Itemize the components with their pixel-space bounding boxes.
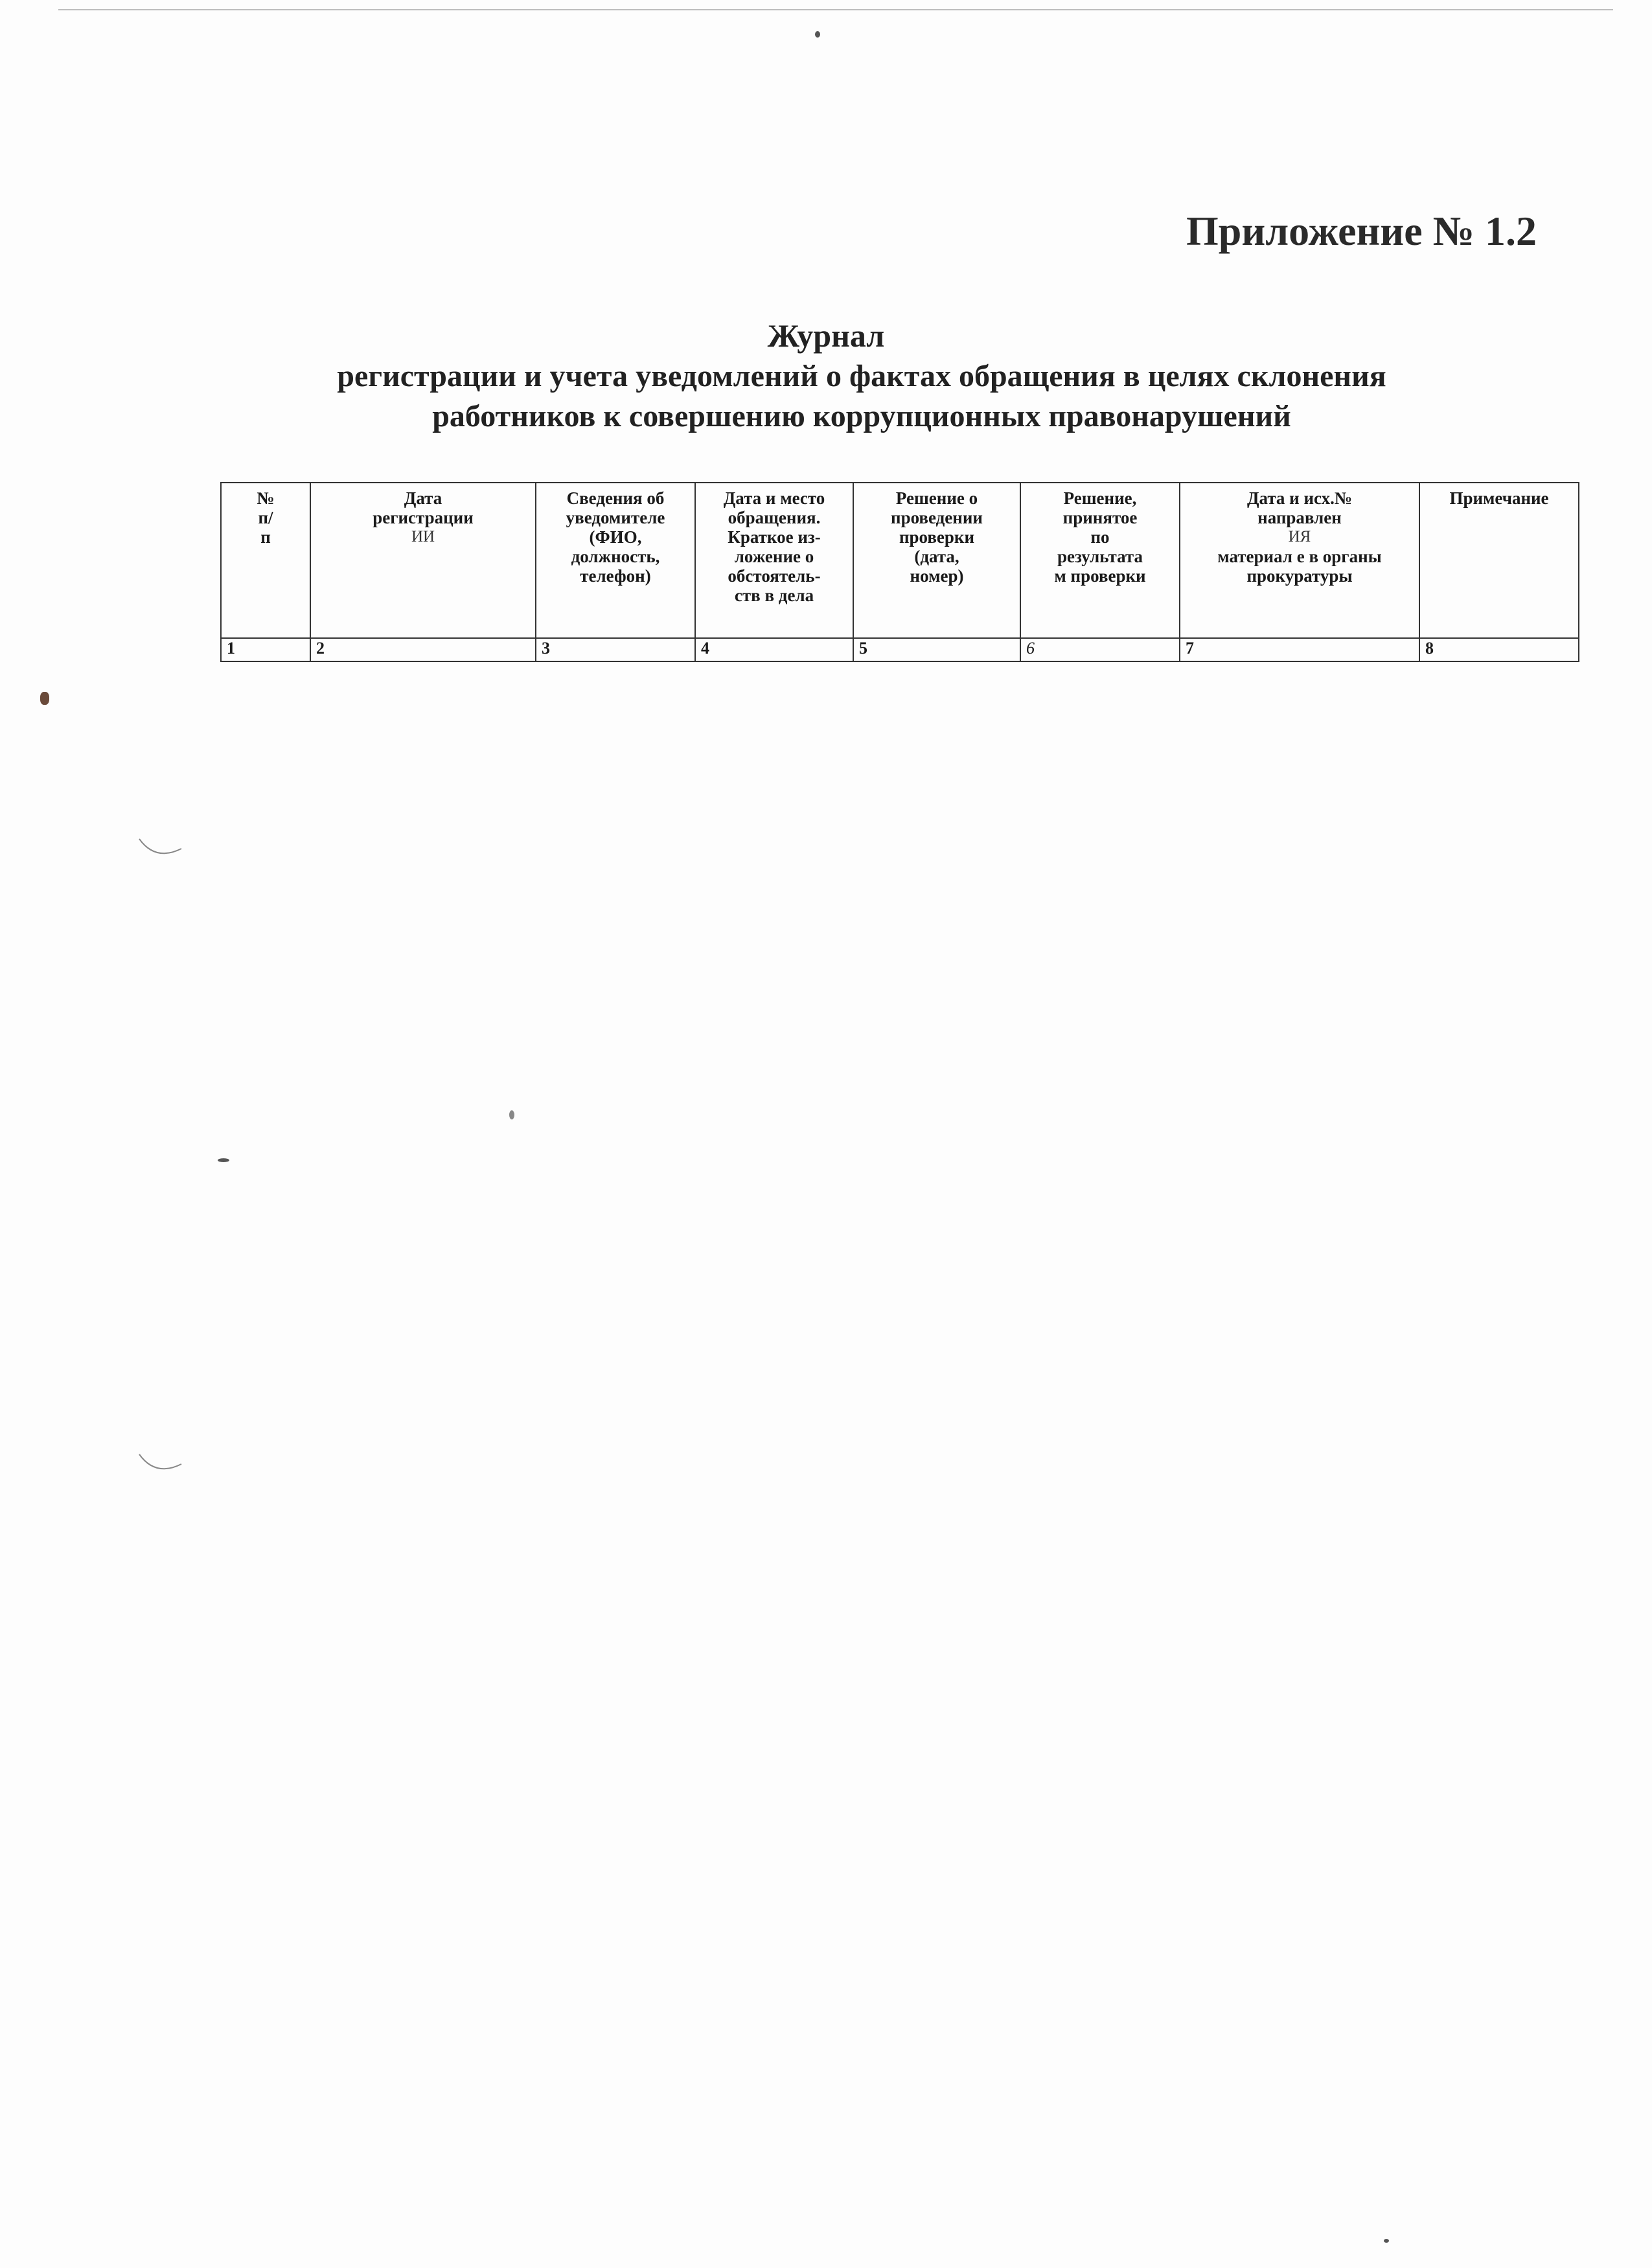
journal-table xyxy=(220,482,1579,662)
binder-hole-mark xyxy=(136,836,188,862)
column-number-row xyxy=(221,638,1579,661)
scan-speck xyxy=(218,1158,229,1162)
header-col-3: Сведения об уведомителе (ФИО, должность, телефон) xyxy=(536,483,695,638)
header-col-4: Дата и место обращения. Краткое из- ложение о обстоятель- ств в дела xyxy=(695,483,853,638)
col-number-cell: 1 xyxy=(221,638,310,661)
scan-speck xyxy=(815,31,820,38)
col-number-cell: 6 xyxy=(1020,638,1180,661)
col-number-cell: 2 xyxy=(310,638,536,661)
col-number-cell: 5 xyxy=(853,638,1020,661)
appendix-label: Приложение № 1.2 xyxy=(1186,208,1537,254)
header-col-5: Решение о проведении проверки (дата, номер) xyxy=(853,483,1020,638)
title-line-1: Журнал xyxy=(767,317,885,354)
header-col-2: Дата регистрации ИИ xyxy=(310,483,536,638)
scan-speck xyxy=(40,692,49,705)
header-col-7: Дата и исх.№ направлен ИЯ материал е в органы прокуратуры xyxy=(1180,483,1419,638)
header-col-8: Примечание xyxy=(1419,483,1579,638)
title-line-3: работников к совершению коррупционных правонарушений xyxy=(432,399,1291,433)
scan-speck xyxy=(1384,2239,1389,2243)
header-row xyxy=(221,483,1579,638)
col-number-cell: 4 xyxy=(695,638,853,661)
header-col-6: Решение, принятое по результата м проверки xyxy=(1020,483,1180,638)
document-title xyxy=(0,315,1652,437)
binder-hole-mark xyxy=(136,1451,188,1477)
scan-top-edge xyxy=(58,9,1613,10)
scan-speck xyxy=(509,1110,514,1119)
header-col-1: № п/ п xyxy=(221,483,310,638)
col-number-cell: 3 xyxy=(536,638,695,661)
col-number-cell: 8 xyxy=(1419,638,1579,661)
title-line-2: регистрации и учета уведомлений о фактах обращения в целях склонения xyxy=(337,359,1386,393)
col-number-cell: 7 xyxy=(1180,638,1419,661)
